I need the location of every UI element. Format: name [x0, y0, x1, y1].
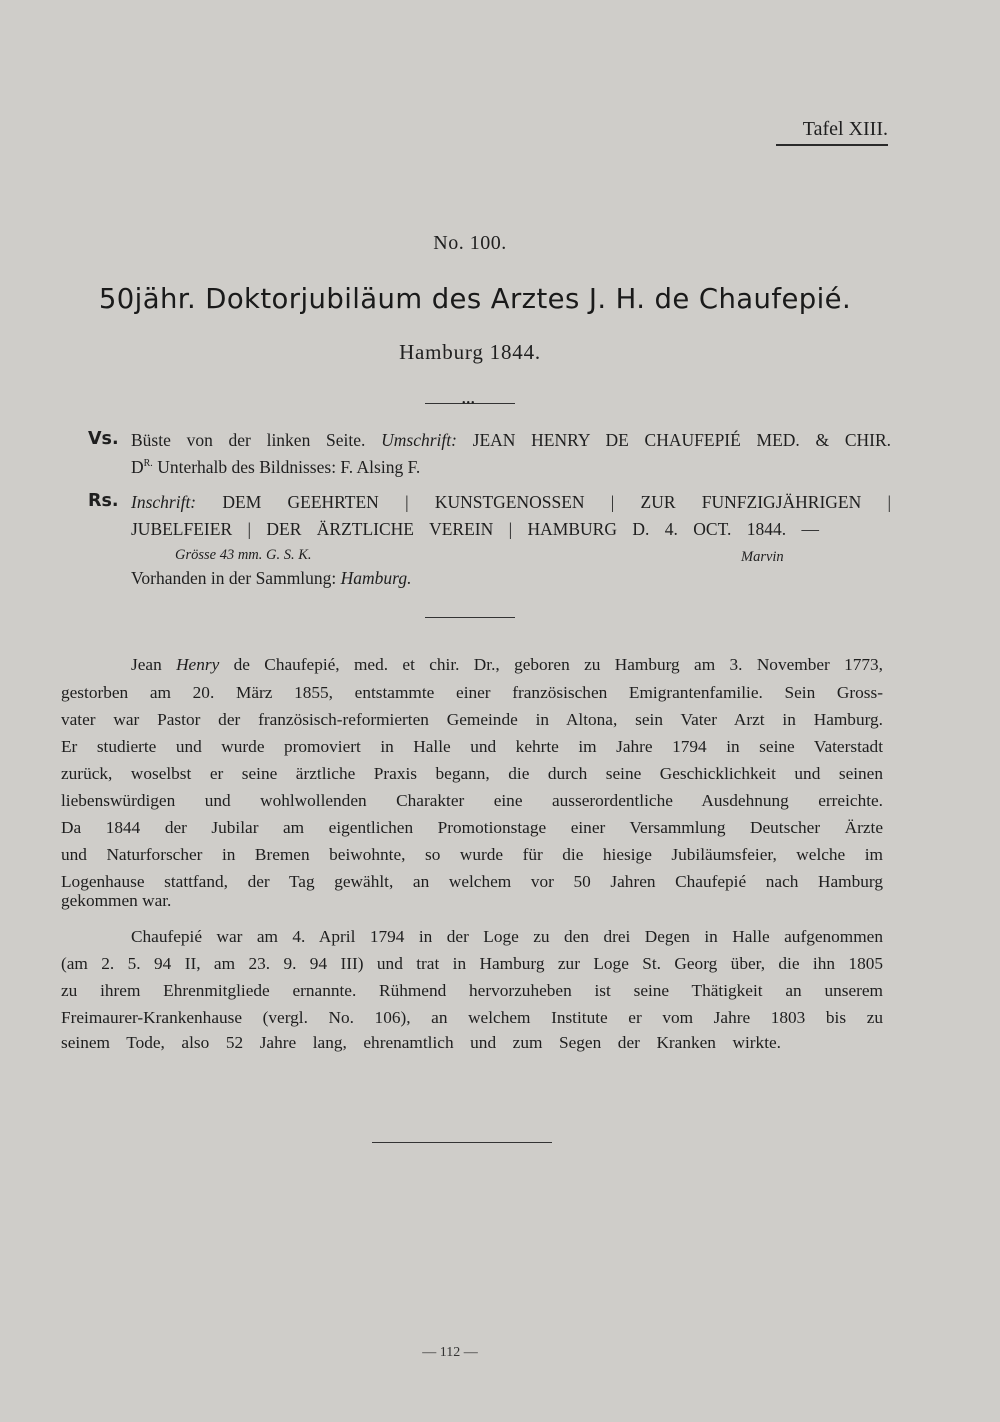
- body-line-8: und Naturforscher in Bremen beiwohnte, so wurde für die hiesige Jubiläumsfeier, welche im: [61, 845, 883, 864]
- obverse-line-1: [131, 430, 891, 451]
- collection-line: [131, 568, 411, 589]
- body-line-9: Logenhause stattfand, der Tag gewählt, an welchem vor 50 Jahren Chaufepié nach Hamburg: [61, 872, 883, 891]
- dr-sup: R.: [143, 458, 153, 470]
- divider-bottom: [372, 1142, 552, 1143]
- body-line-14: Freimaurer-Krankenhause (vergl. No. 106), an welchem Institute er vom Jahre 1803 bis zu: [61, 1008, 883, 1027]
- body-line-13: zu ihrem Ehrenmitgliede ernannte. Rühmend hervorzuheben ist seine Thätigkeit an unserem: [61, 981, 883, 1000]
- body-line-4: Er studierte und wurde promoviert in Halle und kehrte im Jahre 1794 in seine Vaterstadt: [61, 737, 883, 756]
- reverse-line-1: [131, 492, 891, 513]
- obverse-line-2: [131, 457, 420, 478]
- obverse-label: Vs.: [88, 429, 119, 449]
- collection-prefix: Vorhanden in der Sammlung:: [131, 568, 337, 588]
- body-line-6: liebenswürdigen und wohlwollenden Charakter eine ausserordentliche Ausdehnung erreichte.: [61, 791, 883, 810]
- body-line-1: [131, 655, 883, 675]
- body-line-5: zurück, woselbst er seine ärztliche Praxis begann, die durch seine Geschicklichkeit und seinen: [61, 764, 883, 783]
- body-line-12: (am 2. 5. 94 II, am 23. 9. 94 III) und trat in Hamburg zur Loge St. Georg über, die ihn 1805: [61, 954, 883, 973]
- body-given-name: Henry: [176, 655, 220, 674]
- body-line-1-rest: de Chaufepié, med. et chir. Dr., geboren zu Hamburg am 3. November 1773,: [233, 655, 883, 674]
- literature-reference: Marvin: [741, 549, 784, 565]
- medal-size: Grösse 43 mm. G. S. K.: [175, 547, 312, 563]
- obverse-legend: JEAN HENRY DE CHAUFEPIÉ MED. & CHIR.: [472, 430, 892, 450]
- body-line-11: Chaufepié war am 4. April 1794 in der Loge zu den drei Degen in Halle aufgenommen: [131, 927, 883, 946]
- reverse-label: Rs.: [88, 491, 119, 511]
- reverse-line-2: JUBELFEIER | DER ÄRZTLICHE VEREIN | HAMBURG D. 4. OCT. 1844. —: [131, 519, 819, 539]
- inschrift-label: Inschrift:: [131, 492, 197, 512]
- catalog-number: No. 100.: [433, 232, 507, 254]
- page-number: — 112 —: [422, 1345, 478, 1360]
- collection-location: Hamburg.: [340, 568, 412, 588]
- body-first-name: Jean: [131, 655, 162, 674]
- reverse-inscription-1: DEM GEEHRTEN | KUNSTGENOSSEN | ZUR FUNFZIGJÄHRIGEN |: [222, 492, 891, 512]
- body-line-7: Da 1844 der Jubilar am eigentlichen Promotionstage einer Versammlung Deutscher Ärzte: [61, 818, 883, 837]
- obverse-signature: Unterhalb des Bildnisses: F. Alsing F.: [157, 457, 421, 477]
- plate-number: Tafel XIII.: [776, 118, 888, 146]
- obverse-description: Büste von der linken Seite.: [131, 430, 366, 450]
- body-line-3: vater war Pastor der französisch-reformierten Gemeinde in Altona, sein Vater Arzt in Hamburg.: [61, 710, 883, 729]
- place-date: Hamburg 1844.: [399, 340, 541, 364]
- body-line-10: gekommen war.: [61, 891, 172, 910]
- page-title: 50jähr. Doktorjubiläum des Arztes J. H. de Chaufepié.: [98, 283, 852, 315]
- body-line-15: seinem Tode, also 52 Jahre lang, ehrenamtlich und zum Segen der Kranken wirkte.: [61, 1033, 781, 1052]
- body-line-2: gestorben am 20. März 1855, entstammte einer französischen Emigrantenfamilie. Sein Gross-: [61, 683, 883, 702]
- umschrift-label: Umschrift:: [381, 430, 457, 450]
- divider-ornament: •••: [462, 398, 476, 409]
- dr-abbrev: D: [131, 457, 144, 477]
- divider-middle: [425, 617, 515, 618]
